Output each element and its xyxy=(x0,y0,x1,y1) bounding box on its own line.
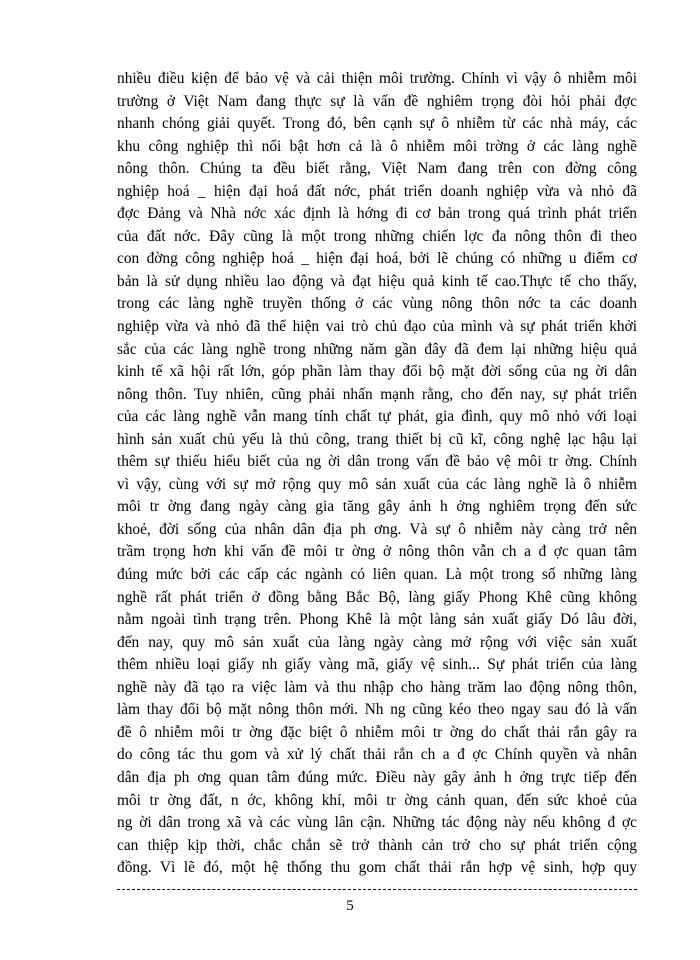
page-number: 5 xyxy=(346,898,354,914)
text-line: nhanh chóng giải quyết. Trong đó, bên cạnh sự ô nhiễm từ các nhà máy, các xyxy=(117,115,637,133)
text-line: dân địa ph ơng quan tâm đúng mức. Điều này gây ảnh h ởng trực tiếp đến xyxy=(117,768,637,786)
text-line: nông thôn. Tuy nhiên, cũng phải nhấn mạnh rằng, cho đến nay, sự phát triển xyxy=(117,385,637,403)
text-line: môi tr ờng đất, n ớc, không khí, môi tr ờng cảnh quan, đến sức khoẻ của xyxy=(117,791,637,809)
footer-divider xyxy=(117,889,637,890)
text-line: nghề này đã tạo ra việc làm và thu nhập cho hàng trăm lao động nông thôn, xyxy=(117,678,637,696)
text-line: khoẻ, đời sống của nhân dân địa ph ơng. Và sự ô nhiễm này càng trở nên xyxy=(117,520,637,538)
text-line: của các làng nghề vẫn mang tính chất tự phát, gia đình, quy mô nhỏ với loại xyxy=(117,408,637,426)
text-line: đề ô nhiễm môi tr ờng đặc biệt ô nhiễm môi tr ờng do chất thải rắn gây ra xyxy=(117,723,637,741)
text-line: vì vậy, cùng với sự mở rộng quy mô sản xuất của các làng nghề là ô nhiễm xyxy=(117,475,637,493)
text-line: nghiệp hoá _ hiện đại hoá đất nớc, phát triển doanh nghiệp vừa và nhỏ đã xyxy=(117,182,637,200)
text-line: nằm ngoài tình trạng trên. Phong Khê là một làng sản xuất giấy Dó lâu đời, xyxy=(117,611,637,629)
text-line: con đờng công nghiệp hoá _ hiện đại hoá, bởi lẽ chúng có những u điểm cơ xyxy=(117,250,637,268)
text-line: trong các làng nghề truyền thống ở các vùng nông thôn nớc ta các doanh xyxy=(117,295,637,313)
text-line: can thiệp kịp thời, chắc chắn sẽ trở thành cản trở cho sự phát triển cộng xyxy=(117,836,637,854)
text-line: bản là sử dụng nhiều lao động và đạt hiệu quả kinh tế cao.Thực tế cho thấy, xyxy=(117,272,637,290)
text-line: nghiệp vừa và nhỏ đã thể hiện vai trò chủ đạo của mình và sự phát triển khởi xyxy=(117,318,637,336)
text-line: trầm trọng hơn khi vấn đề môi tr ờng ở nông thôn vẫn ch a đ ợc quan tâm xyxy=(117,543,637,561)
text-line: trường ở Việt Nam đang thực sự là vấn đề nghiêm trọng đòi hỏi phải đợc xyxy=(117,92,637,110)
text-line: môi tr ờng đang ngày càng gia tăng gây ảnh h ởng nghiêm trọng đến sức xyxy=(117,498,637,516)
text-line: kinh tế xã hội rất lớn, góp phần làm thay đổi bộ mặt đời sống của ng ời dân xyxy=(117,363,637,381)
text-line: của đất nớc. Đây cũng là một trong những chiến lợc đa nông thôn đi theo xyxy=(117,227,637,245)
text-line: đúng mức bởi các cấp các ngành có liên quan. Là một trong số những làng xyxy=(117,566,637,584)
text-line: làm thay đổi bộ mặt nông thôn mới. Nh ng cũng kéo theo ngay sau đó là vấn xyxy=(117,701,637,719)
text-line: thêm sự thiếu hiểu biết của ng ời dân trong vấn đề bảo vệ môi tr ờng. Chính xyxy=(117,453,637,471)
text-line: hình sản xuất chủ yếu là thủ công, trang thiết bị cũ kĩ, công nghệ lạc hậu lại xyxy=(117,430,637,448)
text-line: nông thôn. Chúng ta đều biết rằng, Việt Nam đang trên con đờng công xyxy=(117,160,637,178)
text-line: đồng. Vì lẽ đó, một hệ thống thu gom chất thải rắn hợp vệ sinh, hợp quy xyxy=(117,859,637,877)
text-line: thêm nhiều loại giấy nh giấy vàng mã, giấy vệ sinh... Sự phát triển của làng xyxy=(117,656,637,674)
text-line: đến nay, quy mô sản xuất của làng ngày càng mở rộng với việc sản xuất xyxy=(117,633,637,651)
text-line: nhiều điều kiện để bảo vệ và cải thiện môi trường. Chính vì vậy ô nhiễm môi xyxy=(117,70,637,87)
text-line: do công tác thu gom và xử lý chất thải rắn ch a đ ợc Chính quyền và nhân xyxy=(117,746,637,764)
text-line: đợc Đảng và Nhà nớc xác định là hớng đi cơ bản trong quá trình phát triển xyxy=(117,205,637,223)
text-line: khu công nghiệp thì nổi bật hơn cả là ô nhiễm môi trờng ở các làng nghề xyxy=(117,137,637,155)
text-line: ng ời dân trong xã và các vùng lân cận. Những tác động này nếu không đ ợc xyxy=(117,814,637,832)
body-paragraph xyxy=(117,68,637,880)
text-line: sắc của các làng nghề trong những năm gần đây đã đem lại những hiệu quả xyxy=(117,340,637,358)
text-line: nghề rất phát triển ở đồng bằng Bắc Bộ, làng giấy Phong Khê cũng không xyxy=(117,588,637,606)
